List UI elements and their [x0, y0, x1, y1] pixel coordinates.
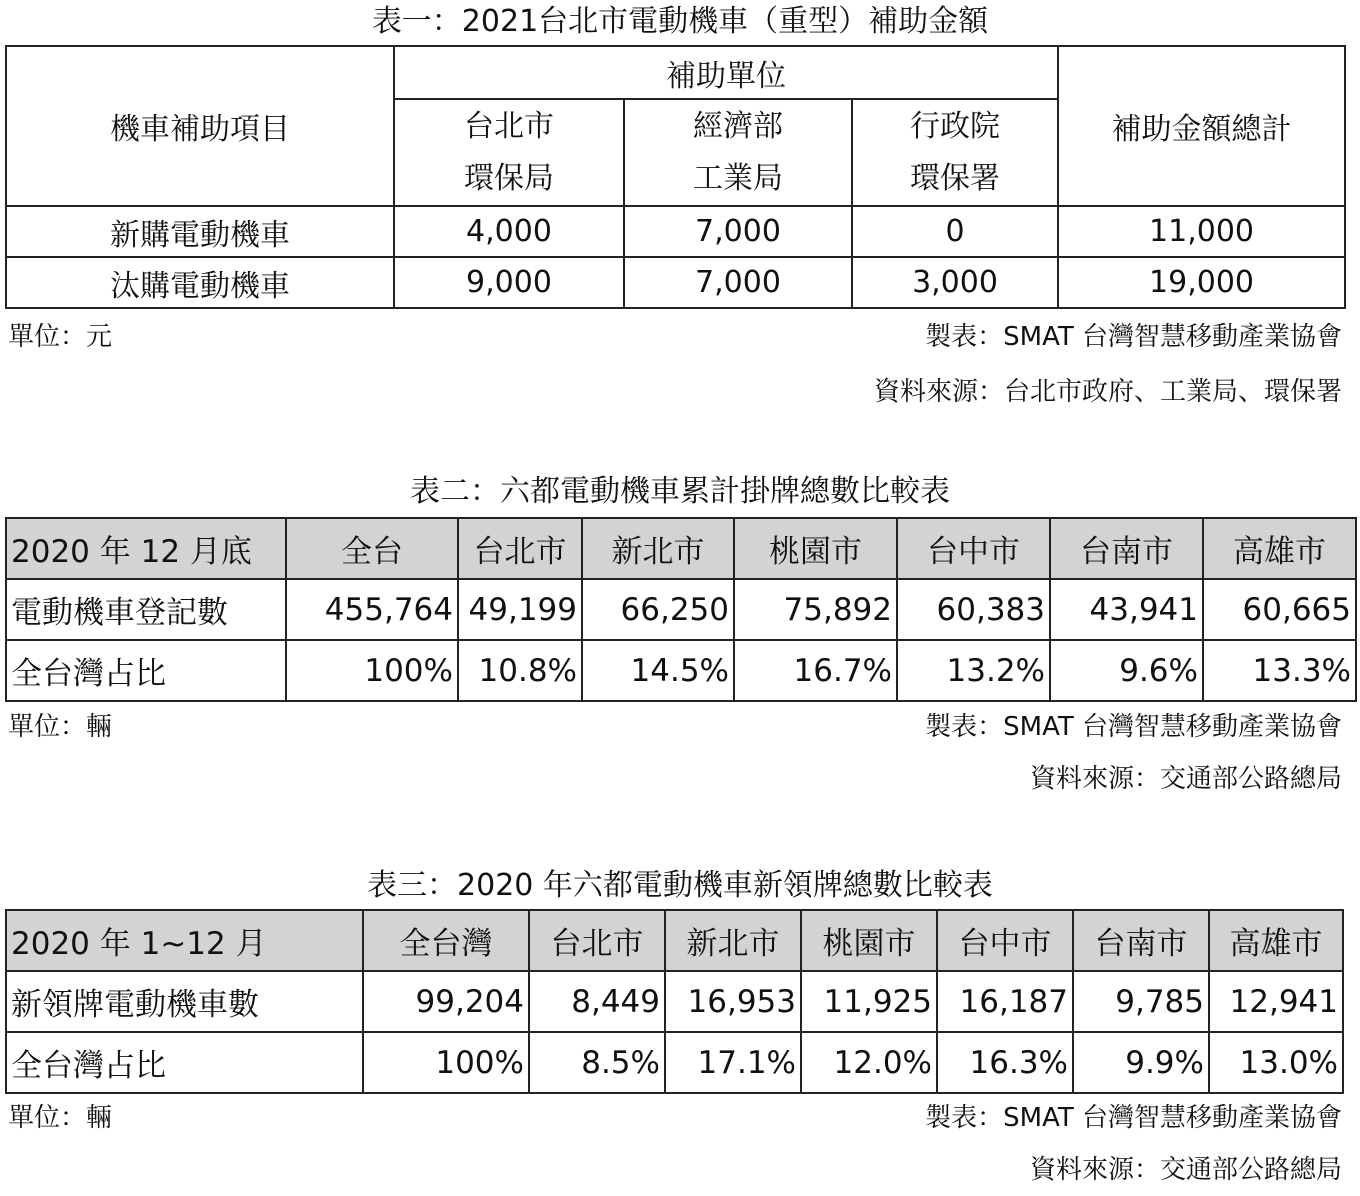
cell-value: 100% — [363, 1032, 529, 1093]
table2-maker: 製表：SMAT 台灣智慧移動產業協會 — [925, 712, 1342, 742]
table-header-row — [6, 518, 1356, 579]
row-label: 全台灣占比 — [6, 640, 286, 701]
table-header-row — [6, 910, 1343, 971]
cell-value: 7,000 — [624, 257, 852, 308]
cell-value: 3,000 — [852, 257, 1058, 308]
row-label: 電動機車登記數 — [6, 579, 286, 640]
table3-source: 資料來源：交通部公路總局 — [1029, 1155, 1342, 1185]
cell-value: 10.8% — [458, 640, 582, 701]
header-city: 新北市 — [582, 518, 734, 579]
header-city: 高雄市 — [1203, 518, 1356, 579]
cell-value: 12.0% — [801, 1032, 937, 1093]
header-city: 全台灣 — [363, 910, 529, 971]
table2-title: 表二：六都電動機車累計掛牌總數比較表 — [410, 474, 950, 509]
cell-value: 9.9% — [1073, 1032, 1209, 1093]
cell-value: 16.3% — [937, 1032, 1073, 1093]
cell-value: 13.2% — [897, 640, 1050, 701]
cell-value: 66,250 — [582, 579, 734, 640]
cell-value: 17.1% — [665, 1032, 801, 1093]
cell-value: 11,925 — [801, 971, 937, 1032]
cell-value: 99,204 — [363, 971, 529, 1032]
table2-unit-note: 單位：輛 — [8, 712, 113, 742]
cell-value: 43,941 — [1050, 579, 1203, 640]
cell-value: 8.5% — [529, 1032, 665, 1093]
row-label: 全台灣占比 — [6, 1032, 363, 1093]
cell-value: 9,785 — [1073, 971, 1209, 1032]
new-plates-table — [5, 909, 1344, 1094]
table1-maker: 製表：SMAT 台灣智慧移動產業協會 — [925, 322, 1342, 352]
table-row — [6, 579, 1356, 640]
cell-value: 16,187 — [937, 971, 1073, 1032]
row-label: 新購電動機車 — [6, 206, 394, 257]
table2-source: 資料來源：交通部公路總局 — [1029, 764, 1342, 794]
cell-total: 11,000 — [1058, 206, 1345, 257]
header-city: 台北市 — [529, 910, 665, 971]
header-city: 桃園市 — [801, 910, 937, 971]
table3-title: 表三：2020 年六都電動機車新領牌總數比較表 — [367, 868, 993, 903]
cell-value: 12,941 — [1209, 971, 1343, 1032]
unit-taipei-epb: 台北市 環保局 — [394, 99, 624, 206]
cell-value: 455,764 — [286, 579, 458, 640]
header-city: 高雄市 — [1209, 910, 1343, 971]
cell-value: 60,383 — [897, 579, 1050, 640]
table-row — [6, 257, 1345, 308]
table-row — [6, 206, 1345, 257]
table1-title: 表一：2021台北市電動機車（重型）補助金額 — [371, 4, 989, 39]
cell-value: 60,665 — [1203, 579, 1356, 640]
header-city: 全台 — [286, 518, 458, 579]
header-city: 新北市 — [665, 910, 801, 971]
cell-value: 8,449 — [529, 971, 665, 1032]
cell-value: 0 — [852, 206, 1058, 257]
cell-total: 19,000 — [1058, 257, 1345, 308]
row-label: 新領牌電動機車數 — [6, 971, 363, 1032]
registration-table — [5, 517, 1357, 702]
header-city: 桃園市 — [734, 518, 897, 579]
header-city: 台中市 — [897, 518, 1050, 579]
cell-value: 14.5% — [582, 640, 734, 701]
header-item: 機車補助項目 — [6, 46, 394, 206]
cell-value: 9.6% — [1050, 640, 1203, 701]
subsidy-table — [5, 45, 1346, 309]
header-period: 2020 年 1~12 月 — [6, 910, 363, 971]
cell-value: 4,000 — [394, 206, 624, 257]
cell-value: 75,892 — [734, 579, 897, 640]
cell-value: 9,000 — [394, 257, 624, 308]
table3-maker: 製表：SMAT 台灣智慧移動產業協會 — [925, 1103, 1342, 1133]
table-row — [6, 971, 1343, 1032]
cell-value: 13.3% — [1203, 640, 1356, 701]
header-city: 台南市 — [1050, 518, 1203, 579]
table1-unit-note: 單位：元 — [8, 322, 113, 352]
header-city: 台中市 — [937, 910, 1073, 971]
cell-value: 7,000 — [624, 206, 852, 257]
header-city: 台北市 — [458, 518, 582, 579]
table3-unit-note: 單位：輛 — [8, 1103, 113, 1133]
cell-value: 100% — [286, 640, 458, 701]
header-subsidy-unit: 補助單位 — [394, 46, 1058, 99]
header-total: 補助金額總計 — [1058, 46, 1345, 206]
cell-value: 16.7% — [734, 640, 897, 701]
header-period: 2020 年 12 月底 — [6, 518, 286, 579]
cell-value: 16,953 — [665, 971, 801, 1032]
row-label: 汰購電動機車 — [6, 257, 394, 308]
unit-epa: 行政院 環保署 — [852, 99, 1058, 206]
table-row — [6, 1032, 1343, 1093]
unit-moea-idb: 經濟部 工業局 — [624, 99, 852, 206]
header-city: 台南市 — [1073, 910, 1209, 971]
table1-source: 資料來源：台北市政府、工業局、環保署 — [873, 377, 1342, 407]
cell-value: 13.0% — [1209, 1032, 1343, 1093]
table-row — [6, 640, 1356, 701]
cell-value: 49,199 — [458, 579, 582, 640]
